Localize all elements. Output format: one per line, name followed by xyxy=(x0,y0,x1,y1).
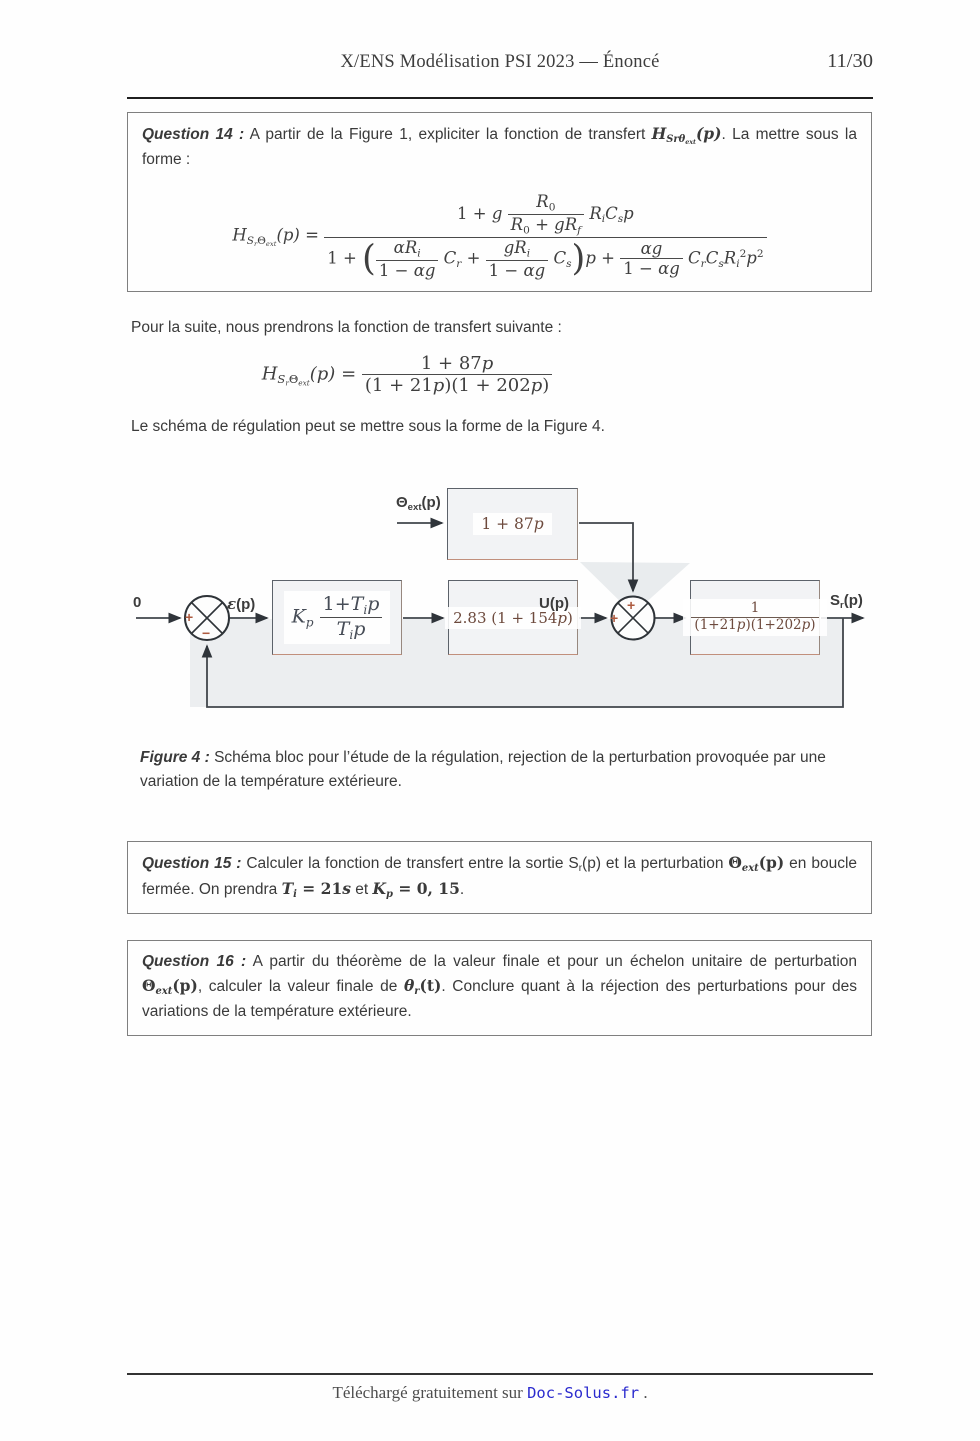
question-14-formula: $H_{S_r\Theta_{ext}}(p)$ = 1 + g $\frac{R_0}{R_0 + gR_f}$ $R_iC_sp$ 1 + ( $\frac{\alpha R_i}{1 - \alpha g}$ $C_r$ + $\frac{gR_i}{1 - \alpha g}$ $C_s)p$ + $\frac{\alpha g}{1 - \alpha g}$ $C_rC_sR_i^2p^2$ xyxy=(142,192,857,280)
question-14-text: Question 14 : A partir de la Figure 1, expliciter la fonction de transfert $H_{Sr\theta_{ext}}(p)$. La mettre sous la forme : xyxy=(142,124,857,169)
process-tf-block: $\frac{1}{(1+21p)(1+202p)}$ xyxy=(690,580,820,655)
question-15-box xyxy=(127,841,872,914)
command-signal-label: U(p) xyxy=(539,595,569,612)
disturbance-tf-block: 1 + 87p xyxy=(447,488,578,560)
sum1-minus-sign: − xyxy=(202,625,211,641)
question-14-box xyxy=(127,112,872,292)
disturbance-label: $\Theta_{ext}(p)$ xyxy=(396,494,441,514)
controller-block: $K_p$ $\frac{1+T_ip}{T_ip}$ xyxy=(272,580,402,655)
input-zero-label: 0 xyxy=(133,594,142,611)
header-page-number: 11/30 xyxy=(827,50,873,72)
error-signal-label: ε(p) xyxy=(227,595,256,613)
sum2-plus-left-sign: + xyxy=(610,610,619,626)
sum1-plus-sign: + xyxy=(185,609,194,625)
figure-4-block-diagram xyxy=(130,470,880,735)
header-rule xyxy=(127,97,873,99)
doc-solus-link[interactable]: Doc-Solus.fr xyxy=(527,1384,640,1402)
figure-4-caption: Figure 4 : Schéma bloc pour l’étude de la régulation, rejection de la perturbation provoquée par une variation de la température extérieure. xyxy=(140,749,826,791)
output-signal-label: $S_r(p)$ xyxy=(830,592,863,612)
question-15-text: Question 15 : Calculer la fonction de transfert entre la sortie $S_r(p)$ et la perturbation $\Theta_{ext}(p)$ en boucle fermée. On prendra $T_i = 21s$ et $K_p = 0$, 15. xyxy=(142,853,858,900)
footer-rule xyxy=(127,1373,873,1375)
question-16-box xyxy=(127,940,872,1036)
question-16-text: Question 16 : A partir du théorème de la valeur finale et pour un échelon unitaire de perturbation $\Theta_{ext}(p)$, calculer la valeur finale de $\theta_r(t)$. Conclure quant à la réjection des perturbations pour des variations de la température extérieure. xyxy=(142,953,858,1020)
plant-gain-block: 2.83 (1 + 154p) xyxy=(448,580,578,655)
page-header xyxy=(127,52,873,82)
transfer-function-formula: $H_{S_r\Theta_{ext}}(p)$ = $\frac{1 + 87p}{(1 + 21p)(1 + 202p)}$ xyxy=(127,353,687,396)
footer-text-suffix: . xyxy=(639,1383,648,1402)
schema-paragraph: Le schéma de régulation peut se mettre sous la forme de la Figure 4. xyxy=(131,418,605,435)
intro-paragraph: Pour la suite, nous prendrons la fonction de transfert suivante : xyxy=(131,319,562,336)
sum2-plus-top-sign: + xyxy=(627,597,636,613)
page-footer xyxy=(0,1383,980,1403)
header-title: X/ENS Modélisation PSI 2023 — Énoncé xyxy=(340,52,660,72)
footer-text-prefix: Téléchargé gratuitement sur xyxy=(332,1383,528,1402)
